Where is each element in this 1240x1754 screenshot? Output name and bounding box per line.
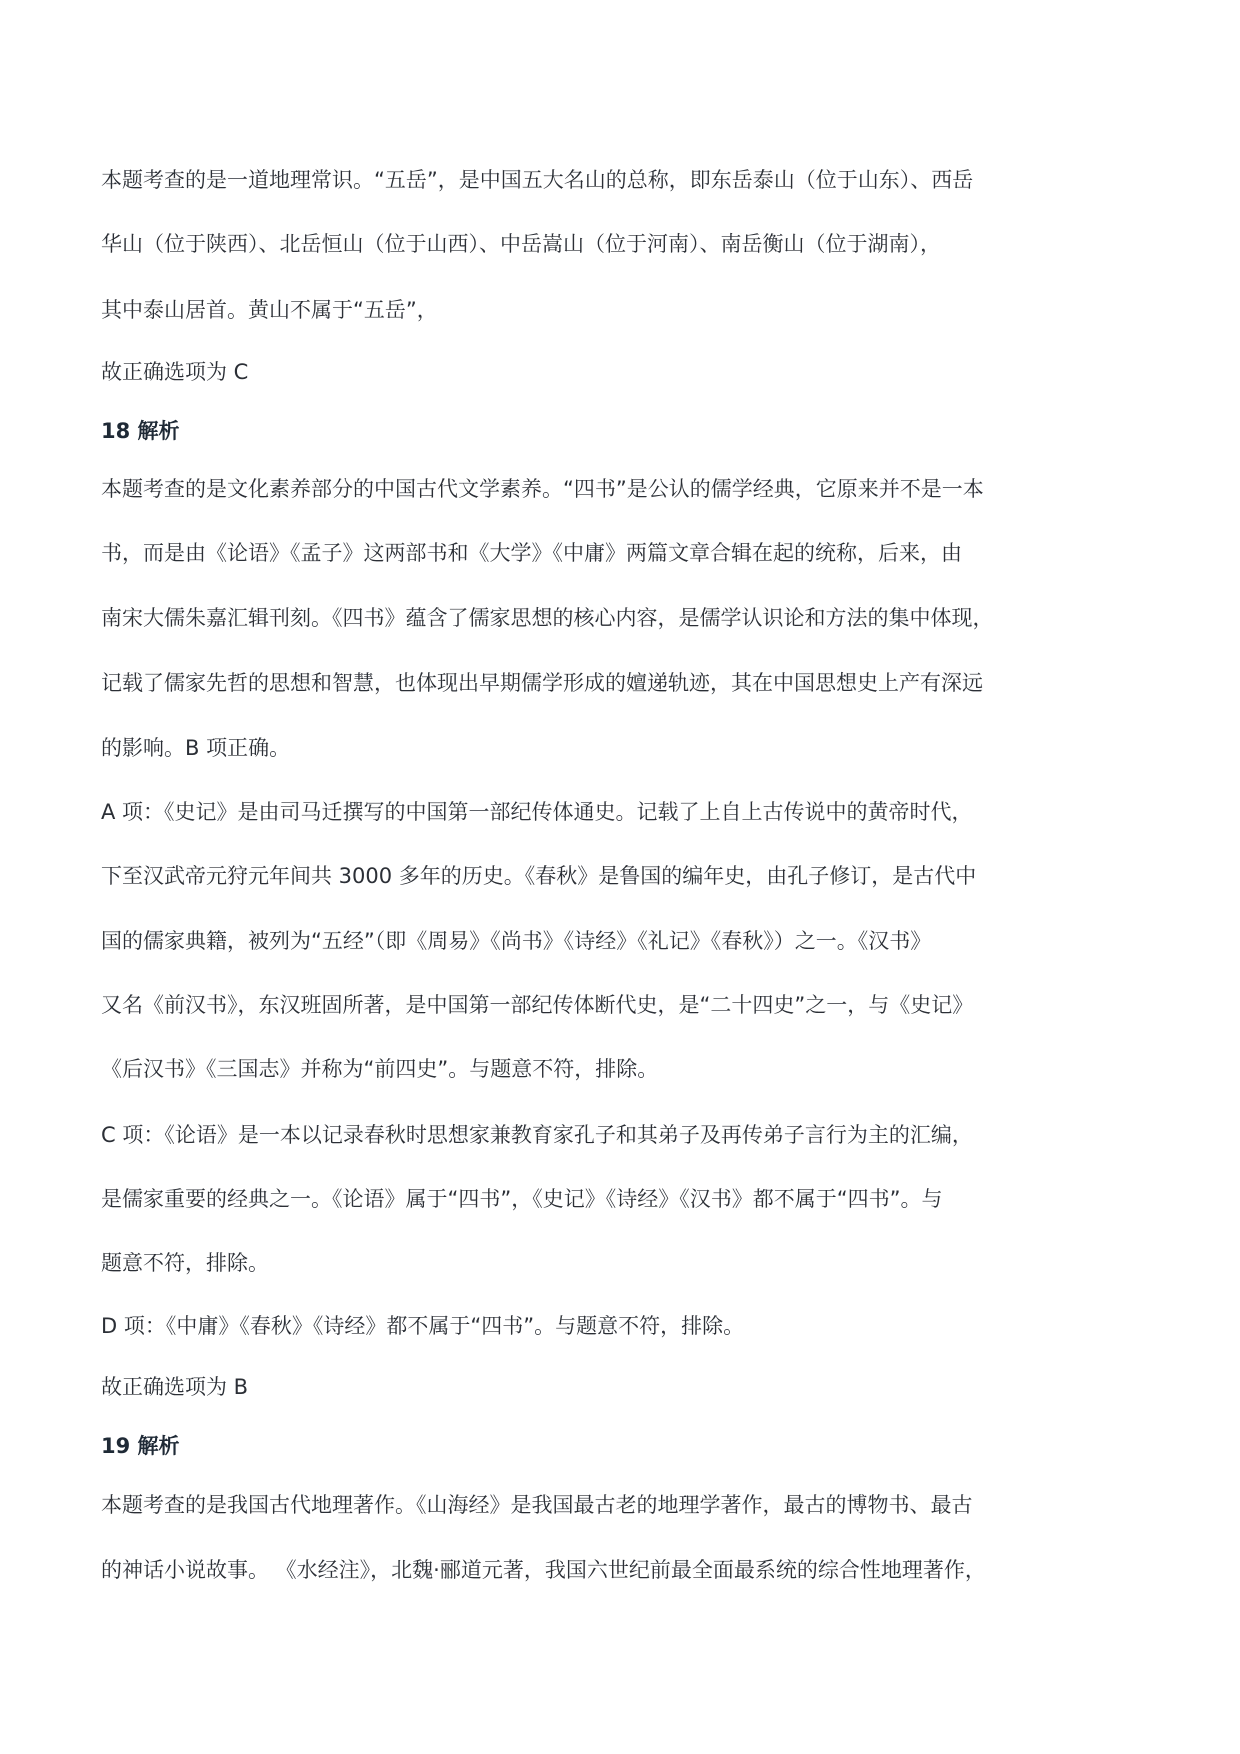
paragraph-line: 本题考查的是我国古代地理著作。《山海经》是我国最古老的地理学著作，最古的博物书、最古 [101,1493,973,1517]
paragraph-line: 本题考查的是一道地理常识。“五岳”，是中国五大名山的总称，即东岳泰山（位于山东）、西岳 [101,168,974,192]
paragraph-line: 下至汉武帝元狩元年间共 3000 多年的历史。《春秋》是鲁国的编年史，由孔子修订，是古代中 [101,864,977,888]
paragraph-line: 的神话小说故事。 《水经注》，北魏·郦道元著，我国六世纪前最全面最系统的综合性地理著作， [101,1558,986,1582]
paragraph-line: 其中泰山居首。黄山不属于“五岳”， [101,298,438,322]
paragraph-line: A 项：《史记》是由司马迁撰写的中国第一部纪传体通史。记载了上自上古传说中的黄帝时代， [101,800,973,824]
paragraph-line: 记载了儒家先哲的思想和智慧，也体现出早期儒学形成的嬗递轨迹，其在中国思想史上产有深远 [101,671,983,695]
answer-line: 故正确选项为 C [101,360,249,384]
paragraph-line: 国的儒家典籍，被列为“五经”（即《周易》《尚书》《诗经》《礼记》《春秋》）之一。《汉书》 [101,929,932,953]
paragraph-line: 《后汉书》《三国志》并称为“前四史”。与题意不符，排除。 [101,1057,659,1081]
paragraph-line: 的影响。B 项正确。 [101,736,291,760]
paragraph-line: 书，而是由《论语》《孟子》这两部书和《大学》《中庸》两篇文章合辑在起的统称，后来，由 [101,541,962,565]
paragraph-line: C 项：《论语》是一本以记录春秋时思想家兼教育家孔子和其弟子及再传弟子言行为主的汇编， [101,1123,973,1147]
paragraph-line: 题意不符，排除。 [101,1251,269,1275]
section-heading-18: 18 解析 [101,419,180,443]
section-heading-19: 19 解析 [101,1434,180,1458]
paragraph-line: 又名《前汉书》，东汉班固所著，是中国第一部纪传体断代史，是“二十四史”之一，与《史记》 [101,993,974,1017]
answer-line: 故正确选项为 B [101,1375,249,1399]
paragraph-line: D 项：《中庸》《春秋》《诗经》都不属于“四书”。与题意不符，排除。 [101,1314,745,1338]
paragraph-line: 华山（位于陕西）、北岳恒山（位于山西）、中岳嵩山（位于河南）、南岳衡山（位于湖南）， [101,232,941,256]
paragraph-line: 南宋大儒朱嘉汇辑刊刻。《四书》蕴含了儒家思想的核心内容，是儒学认识论和方法的集中体现， [101,606,994,630]
paragraph-line: 是儒家重要的经典之一。《论语》属于“四书”，《史记》《诗经》《汉书》都不属于“四书”。与 [101,1187,943,1211]
paragraph-line: 本题考查的是文化素养部分的中国古代文学素养。“四书”是公认的儒学经典，它原来并不是一本 [101,477,984,501]
